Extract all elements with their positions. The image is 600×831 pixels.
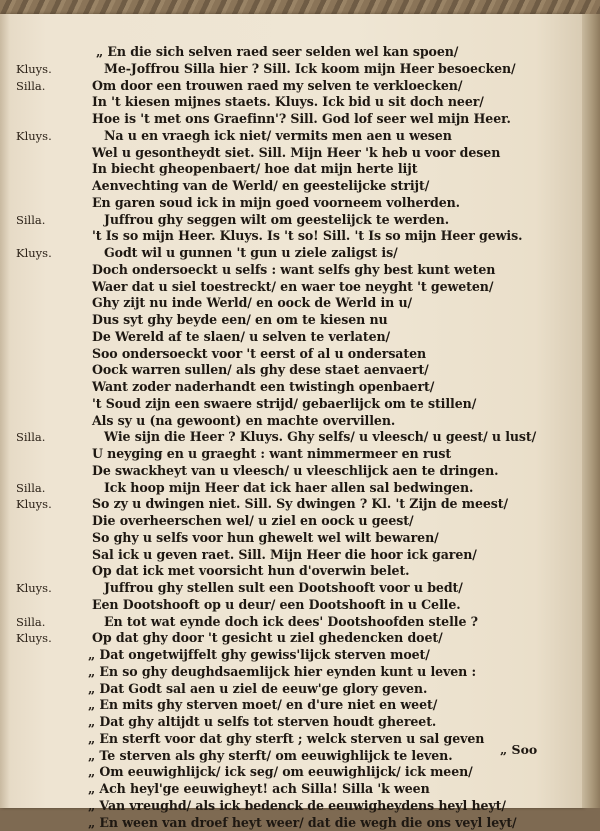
page-edge (582, 14, 600, 808)
verse-text: „ Om eeuwighlijck/ ick seg/ om eeuwighlijck/ ick meen/ (88, 764, 473, 781)
verse-line (0, 630, 582, 647)
verse-line (0, 295, 582, 312)
verse-text: „ En sterft voor dat ghy sterft ; welck sterven u sal geven (88, 731, 484, 748)
verse-line (0, 396, 582, 413)
verse-text: Juffrou ghy stellen sult een Dootshooft voor u bedt/ (104, 580, 463, 597)
verse-line (0, 647, 582, 664)
verse-text: „ En mits ghy sterven moet/ en d'ure niet en weet/ (88, 697, 437, 714)
verse-text: Oock warren sullen/ als ghy dese staet aenvaert/ (92, 362, 429, 379)
verse-text: Ick hoop mijn Heer dat ick haer allen sal bedwingen. (104, 480, 473, 497)
verse-text: Wel u gesontheydt siet. Sill. Mijn Heer 'k heb u voor desen (92, 145, 500, 162)
verse-text: Me-Joffrou Silla hier ? Sill. Ick koom mijn Heer besoecken/ (104, 61, 516, 78)
verse-line (0, 145, 582, 162)
verse-text: „ Ach heyl'ge eeuwigheyt! ach Silla! Silla 'k ween (88, 781, 430, 798)
verse-text: „ Te sterven als ghy sterft/ om eeuwighlijck te leven. (88, 748, 453, 765)
verse-line (0, 413, 582, 430)
verse-line (0, 798, 582, 815)
verse-line (0, 781, 582, 798)
verse-text: Soo ondersoeckt voor 't eerst of al u ondersaten (92, 346, 426, 363)
verse-text: „ Dat ghy altijdt u selfs tot sterven houdt ghereet. (88, 714, 436, 731)
verse-line (0, 513, 582, 530)
verse-line (0, 178, 582, 195)
speaker-name: Silla. (16, 480, 86, 497)
speaker-name: Kluys. (16, 245, 86, 262)
verse-text: „ Dat ongetwijffelt ghy gewiss'lijck sterven moet/ (88, 647, 430, 664)
verse-line (0, 731, 582, 748)
verse-line (0, 446, 582, 463)
verse-text: In biecht gheopenbaert/ hoe dat mijn herte lijt (92, 161, 417, 178)
verse-text: Sal ick u geven raet. Sill. Mijn Heer die hoor ick garen/ (92, 547, 477, 564)
verse-text: Want zoder naderhandt een twistingh openbaert/ (92, 379, 434, 396)
verse-text: Juffrou ghy seggen wilt om geestelijck te werden. (104, 212, 449, 229)
verse-text: U neyging en u graeght : want nimmermeer en rust (92, 446, 451, 463)
speaker-name: Kluys. (16, 580, 86, 597)
play-text (0, 44, 582, 831)
verse-line (0, 681, 582, 698)
speaker-name: Silla. (16, 212, 86, 229)
verse-line (0, 44, 582, 61)
speaker-name: Kluys. (16, 630, 86, 647)
verse-text: „ En die sich selven raed seer selden wel kan spoen/ (96, 44, 458, 61)
verse-text: So zy u dwingen niet. Sill. Sy dwingen ? Kl. 't Zijn de meest/ (92, 496, 508, 513)
verse-line (0, 563, 582, 580)
speaker-name: Silla. (16, 78, 86, 95)
verse-text: „ Dat Godt sal aen u ziel de eeuw'ge glory geven. (88, 681, 427, 698)
verse-text: Godt wil u gunnen 't gun u ziele zaligst is/ (104, 245, 398, 262)
verse-line (0, 245, 582, 262)
verse-text: Wie sijn die Heer ? Kluys. Ghy selfs/ u vleesch/ u geest/ u lust/ (104, 429, 536, 446)
verse-text: En garen soud ick in mijn goed voorneem volherden. (92, 195, 460, 212)
verse-line (0, 195, 582, 212)
verse-text: Op dat ghy door 't gesicht u ziel ghedencken doet/ (92, 630, 443, 647)
verse-text: En tot wat eynde doch ick dees' Dootshoofden stelle ? (104, 614, 478, 631)
catchword: „ Soo (500, 742, 537, 757)
verse-line (0, 329, 582, 346)
verse-line (0, 530, 582, 547)
verse-text: Ghy zijt nu inde Werld/ en oock de Werld in u/ (92, 295, 412, 312)
verse-line (0, 429, 582, 446)
verse-line (0, 597, 582, 614)
verse-text: Waer dat u siel toestreckt/ en waer toe neyght 't geweten/ (92, 279, 493, 296)
verse-line (0, 161, 582, 178)
verse-line (0, 346, 582, 363)
speaker-name: Kluys. (16, 496, 86, 513)
verse-line (0, 815, 582, 831)
verse-text: So ghy u selfs voor hun ghewelt wel wilt bewaren/ (92, 530, 439, 547)
verse-line (0, 496, 582, 513)
verse-text: Aenvechting van de Werld/ en geestelijcke strijt/ (92, 178, 429, 195)
verse-text: Om door een trouwen raed my selven te verkloecken/ (92, 78, 462, 95)
verse-text: „ Van vreughd/ als ick bedenck de eeuwigheydens heyl heyt/ (88, 798, 506, 815)
verse-line (0, 262, 582, 279)
speaker-name: Kluys. (16, 128, 86, 145)
verse-line (0, 547, 582, 564)
verse-text: „ En ween van droef heyt weer/ dat die wegh die ons veyl leyt/ (88, 815, 517, 831)
verse-line (0, 463, 582, 480)
verse-line (0, 748, 582, 765)
verse-text: Dus syt ghy beyde een/ en om te kiesen nu (92, 312, 388, 329)
verse-line (0, 228, 582, 245)
speaker-name: Kluys. (16, 61, 86, 78)
verse-line (0, 128, 582, 145)
verse-text: 't Soud zijn een swaere strijd/ gebaerlijck om te stillen/ (92, 396, 476, 413)
verse-text: Op dat ick met voorsicht hun d'overwin belet. (92, 563, 409, 580)
verse-line (0, 78, 582, 95)
verse-line (0, 312, 582, 329)
verse-text: Als sy u (na gewoont) en machte overvillen. (92, 413, 395, 430)
speaker-name: Silla. (16, 429, 86, 446)
verse-line (0, 480, 582, 497)
verse-line (0, 111, 582, 128)
verse-line (0, 664, 582, 681)
verse-line (0, 697, 582, 714)
verse-text: „ En so ghy deughdsaemlijck hier eynden kunt u leven : (88, 664, 476, 681)
verse-text: Doch ondersoeckt u selfs : want selfs ghy best kunt weten (92, 262, 495, 279)
verse-line (0, 764, 582, 781)
verse-text: 't Is so mijn Heer. Kluys. Is 't so! Sill. 't Is so mijn Heer gewis. (92, 228, 522, 245)
verse-line (0, 279, 582, 296)
verse-line (0, 614, 582, 631)
verse-text: Een Dootshooft op u deur/ een Dootshooft in u Celle. (92, 597, 461, 614)
verse-line (0, 362, 582, 379)
verse-line (0, 212, 582, 229)
verse-line (0, 714, 582, 731)
verse-line (0, 61, 582, 78)
verse-text: De Wereld af te slaen/ u selven te verlaten/ (92, 329, 390, 346)
verse-line (0, 580, 582, 597)
verse-text: Hoe is 't met ons Graefinn'? Sill. God lof seer wel mijn Heer. (92, 111, 511, 128)
speaker-name: Silla. (16, 614, 86, 631)
verse-line (0, 379, 582, 396)
verse-text: Die overheerschen wel/ u ziel en oock u geest/ (92, 513, 413, 530)
verse-line (0, 94, 582, 111)
verse-text: Na u en vraegh ick niet/ vermits men aen u wesen (104, 128, 452, 145)
verse-text: De swackheyt van u vleesch/ u vleeschlijck aen te dringen. (92, 463, 498, 480)
verse-text: In 't kiesen mijnes staets. Kluys. Ick bid u sit doch neer/ (92, 94, 484, 111)
